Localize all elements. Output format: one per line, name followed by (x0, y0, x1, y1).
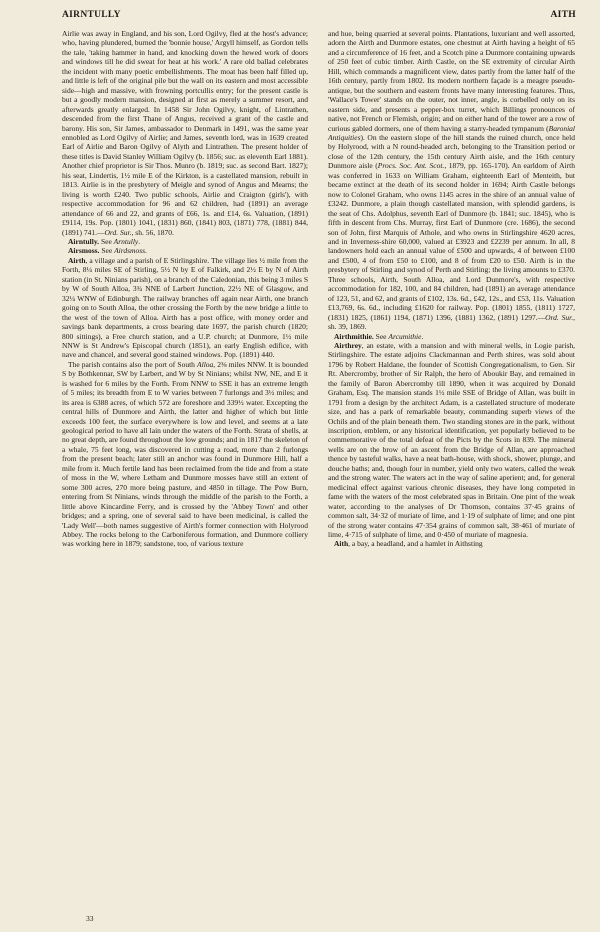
page-number: 33 (86, 914, 94, 923)
entry-airth: Airth, a village and a parish of E Stirlingshire. The village lies ½ mile from the Forth, 8¼ miles SE of Stirling, 5½ N by E of Falkirk, and 2½ E by N of Airth station (in St. Ninians parish), on a branch of the Caledonian, this being 3 miles S by W of South Alloa, 3¾ NNE of Larbert Junction, 22½ NE of Glasgow, and 32¼ WNW of Edinburgh. The railway branches off again near Airth, one branch going on to South Alloa, the other crossing the Forth by the new bridge a little to the west of the town of Alloa. Airth has a post office, with money order and savings bank departments, a cross bearing date 1697, the parish church (1820; 800 sittings), a Free church station, and a U.P. church; at Dunmore, 1½ mile NNW is St Andrew's Episcopal church (1851), an early English edifice, with nave and chancel, and several good stained windows. Pop. (1891) 440. (62, 255, 308, 360)
entry-aith: Aith, a bay, a headland, and a hamlet in Aithsting (334, 539, 483, 549)
cross-reference: Airdsmoss (114, 246, 146, 256)
entry-headword: Airntully. (68, 236, 100, 246)
entry-airthrey: Airthrey, an estate, with a mansion and with mineral wells, in Logie parish, Stirlingshire. The estate adjoins Clackmannan and Perth shires, was sold about 1796 by Robert Haldane, the founder of Scottish Congregationalism, to Gen. Sir Rt. Abercromby, brother of Sir Ralph, the hero of Aboukir Bay, and remained in the family of Baron Abercromby till 1890, when it was acquired by Donald Graham, Esq. The mansion stands 1½ mile SSE of Bridge of Allan, was built in 1791 from a design by the architect Adam, is a castellated structure of moderate size, and has a park of remarkable beauty, commanding superb views of the Ochils and of the plain beneath them. Two standing stones are in the park, without inscription, emblem, or any historical identification, yet popularly believed to be commemorative of the total defeat of the Picts by the Scots in 839. The mineral wells are on the brow of an ascent from the Bridge of Allan, are approached thence by tasteful walks, have a neat bath-house, with shock, shower, plunge, and douche baths; and, though four in number, yield only two waters, called the weak and the strong water. The waters act in the way of saline aperient; and, for general medicinal effect against various chronic diseases, they have long competed in fame with the waters of the most celebrated spas in Britain. One pint of the weak water, according to the analyses of Dr Thomson, contains 37·45 grains of common salt, 34·32 of muriate of lime, and 1·19 of sulphate of lime; and one pint of the strong water contains 47·354 grains of common salt, 38·461 of muriate of lime, 4·715 of sulphate of lime, and 0·450 of muriate of magnesia. (328, 340, 575, 540)
entry-airsmoss: Airsmoss. See Airdsmoss. (68, 246, 147, 256)
entry-headword: Airthrey (334, 340, 362, 350)
airlie-continued-paragraph: Airlie was away in England, and his son, Lord Ogilvy, fled at the host's advance; who, having plundered, burned the 'bonnie house,' Argyll himself, as Gordon tells the tale, 'taking hammer in hand, and knocking down the hewed work of doors and windows till he did sweat for heat at his work.' A rare old ballad celebrates the incident with many poetic embellishments. The moat has been half filled up, and little is left of the original pile but the wall on its eastern and most accessible side—high and massive, with frowning portcullis entry; for the present castle is but a goodly modern mansion, designed at first as merely a summer resort, and afterwards greatly enlarged. In 1458 Sir John Ogilvy, knight, of Lintrathen, descended from the first Thane of Angus, received a grant of the castle and barony. His son, Sir James, ambassador to Denmark in 1491, was the same year ennobled as Lord Ogilvy of Airlie; and James, seventh lord, was in 1639 created Earl of Airlie and Baron Ogilvy of Alyth and Lintrathen. The present holder of these titles is David Stanley William Ogilvy (b. 1856; suc. as eleventh Earl 1881). Another chief proprietor is Sir Thos. Munro (b. 1819; suc. as second Bart. 1827); his seat, Lindertis, 1½ mile E of the Kirkton, is a castellated mansion, rebuilt in 1813. Airlie is in the presbytery of Meigle and synod of Angus and Mearns; the living is worth £240. Two public schools, Airlie and Craigton (girls'), with respective accommodation for 96 and 62 children, had (1891) an average attendance of 66 and 22, and grants of £66, 1s. and £14, 6s. Valuation, (1891) £9114, 19s. Pop. (1801) 1041, (1831) 860, (1841) 803, (1871) 778, (1881) 844, (1891) 741.—Ord. Sur., sh. 56, 1870. (62, 29, 308, 237)
airth-continued-paragraph: and hue, being quarried at several points. Plantations, luxuriant and well assorted, adorn the Airth and Dunmore estates, one chestnut at Airth having a height of 65 and a circumference of 16 feet, and a Scotch pine a Dunmore containing upwards of 250 feet of cubic timber. Airth Castle, on the SE extremity of circular Airth Hill, which commands a magnificent view, dates partly from the latter half of the 16th century, partly from 1802. Its modern northern façade is a meagre pseudo-antique, but the southern and eastern fronts have many interesting features. Thus, 'Wallace's Tower' stands on the outer, not inner, angle, is corbelled only on its eastern side, and presents a pepper-box turret, which Billings pronounces of native, not French or Flemish, origin; and on either hand of the tower are a row of curious gabled dormers, one of them having a starry-headed tympanum (Baronial Antiquities). On the eastern slope of the hill stands the ruined church, once held by Holyrood, with a N round-headed arch, belonging to the Transition period or close of the 12th century, the 15th century Airth aisle, and the 16th century Dunmore aisle (Procs. Soc. Ant. Scot., 1879, pp. 165-170). An earldom of Airth was conferred in 1633 on William Graham, eighteenth Earl of Menteith, but became extinct at the death of its second holder in 1694; Airth Castle belongs now to Colonel Graham, who owns 1145 acres in the shire of an annual value of £3242. Dunmore, a plain though castellated mansion, with splendid gardens, is the seat of Chs. Adolphus, seventh Earl of Dunmore (b. 1841; suc. 1845), who is fifth in descent from Chs. Murray, first Earl of Dunmore (cre. 1686), the second son of John, first Marquis of Athole, and who owns in Stirlingshire 4620 acres, and in Inverness-shire 60,000, valued at £3923 and £2239 per annum. In all, 8 landowners hold each an annual value of £500 and upwards, 4 of between £100 and £500, 4 of from £50 to £100, and 8 of from £20 to £50. Airth is in the presbytery of Stirling and synod of Perth and Stirling; the living amounts to £370. Three schools, Airth, South Alloa, and Lord Dunmore's, with respective accommodation for 182, 100, and 84 children, had (1891) an average attendance of 123, 51, and 62, and grants of £102, 13s. 6d., £42, 12s., and £53, 11s. Valuation £13,769, 6s. 6d., including £1620 for railway. Pop. (1801) 1855, (1811) 1727, (1831) 1825, (1861) 1194, (1871) 1396, (1881) 1362, (1891) 1297.—Ord. Sur., sh. 39, 1869. (328, 29, 575, 332)
entry-airthmithie: Airthmithie. See Arcumithie. (334, 331, 424, 341)
running-header (62, 10, 576, 20)
cross-reference: Arntully (113, 236, 139, 246)
entry-headword: Aith (334, 539, 349, 549)
right-column (328, 29, 575, 549)
entry-airntully: Airntully. See Arntully. (68, 236, 141, 246)
entry-headword: Airthmithie. (334, 331, 374, 341)
entry-headword: Airth (68, 255, 86, 265)
left-running-head: AIRNTULLY (62, 10, 121, 20)
entry-headword: Airsmoss. (68, 246, 100, 256)
cross-reference: Arcumithie (388, 331, 422, 341)
left-column (62, 29, 308, 549)
cross-reference: Alloa (197, 359, 214, 369)
right-running-head: AITH (550, 10, 576, 20)
airth-parish-paragraph: The parish contains also the port of South Alloa, 2⅜ miles NNW. It is bounded S by Bothkennar, SW by Larbert, and W by St Ninians; whilst NW, NE, and E it is washed for 6 miles by the Forth. From NNW to SSE it has an extreme length of 5 miles; its breadth from E to W varies between 7 furlongs and 3½ miles; and its area is 6388 acres, of which 572 are foreshore and 339½ water. Excepting the central hills of Dunmore and Airth, the latter and higher of which but little exceeds 100 feet, the surface everywhere is low and level, and seems at a late geological period to have all lain under the waters of the Forth. Strata of shells, at no great depth, are found throughout the low grounds; and in 1817 the skeleton of a whale, 75 feet long, was discovered in cutting a road, more than 2 furlongs from the present beach; later still an anchor was found in Dunmore Hill, half a mile from it. Much fertile land has been reclaimed from the tide and from a state of moss in the W, where Letham and Dunmore mosses have still an extent of some 300 acres, 270 more being pasture, and 4850 in tillage. The Pow Burn, entering from St Ninians, winds through the middle of the parish to the Forth, a little above Kincardine Ferry, and is crossed by the 'Abbey Town' and other bridges; and a spring, one of several said to have been medicinal, is called the 'Lady Well'—both names suggestive of Airth's former connection with Holyrood Abbey. The rocks belong to the Carboniferous formation, and Dunmore colliery was working here in 1879; sandstone, too, of various texture (62, 359, 309, 549)
